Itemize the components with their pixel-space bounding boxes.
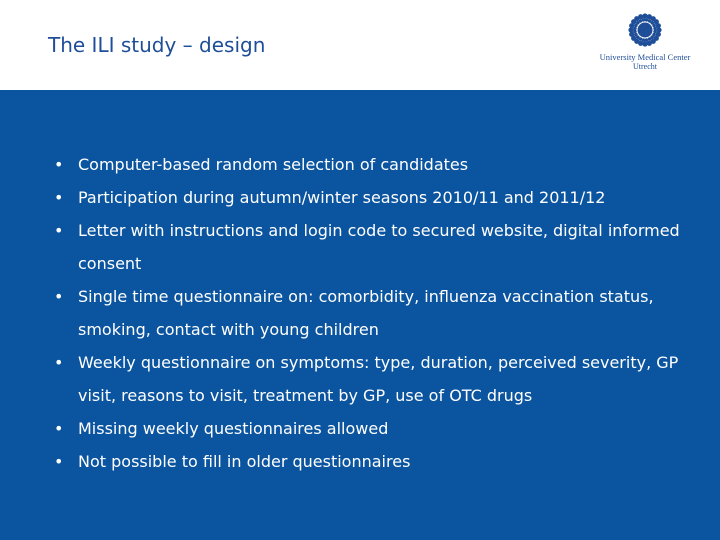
slide-content bbox=[0, 90, 720, 540]
bullet-item bbox=[52, 346, 692, 412]
slide-title: The ILI study – design bbox=[48, 33, 266, 57]
bullet-item bbox=[52, 280, 692, 346]
bullet-text: Not possible to fill in older questionnaires bbox=[78, 452, 411, 471]
logo-city: Utrecht bbox=[633, 62, 657, 71]
bullet-text: Weekly questionnaire on symptoms: type, duration, perceived severity, GP visit, reasons to visit, treatment by GP, use of OTC drugs bbox=[78, 353, 679, 405]
bullet-dot: • bbox=[54, 287, 64, 306]
bullet-dot: • bbox=[54, 155, 64, 174]
bullet-dot: • bbox=[54, 188, 64, 207]
bullet-item bbox=[52, 412, 692, 445]
bullet-item bbox=[52, 148, 692, 181]
bullet-text: Letter with instructions and login code to secured website, digital informed consent bbox=[78, 221, 680, 273]
bullet-list bbox=[52, 148, 692, 478]
bullet-item bbox=[52, 214, 692, 280]
bullet-dot: • bbox=[54, 419, 64, 438]
bullet-text: Computer-based random selection of candidates bbox=[78, 155, 469, 174]
logo-name: University Medical Center bbox=[599, 52, 691, 62]
bullet-item bbox=[52, 181, 692, 214]
bullet-text: Participation during autumn/winter seasons 2010/11 and 2011/12 bbox=[78, 188, 606, 207]
slide-header bbox=[0, 0, 720, 90]
sun-emblem-icon bbox=[625, 10, 665, 50]
bullet-dot: • bbox=[54, 452, 64, 471]
bullet-dot: • bbox=[54, 221, 64, 240]
umc-utrecht-logo bbox=[592, 10, 698, 70]
bullet-text: Missing weekly questionnaires allowed bbox=[78, 419, 389, 438]
bullet-text: Single time questionnaire on: comorbidity, influenza vaccination status, smoking, contact with young children bbox=[78, 287, 654, 339]
bullet-item bbox=[52, 445, 692, 478]
bullet-dot: • bbox=[54, 353, 64, 372]
